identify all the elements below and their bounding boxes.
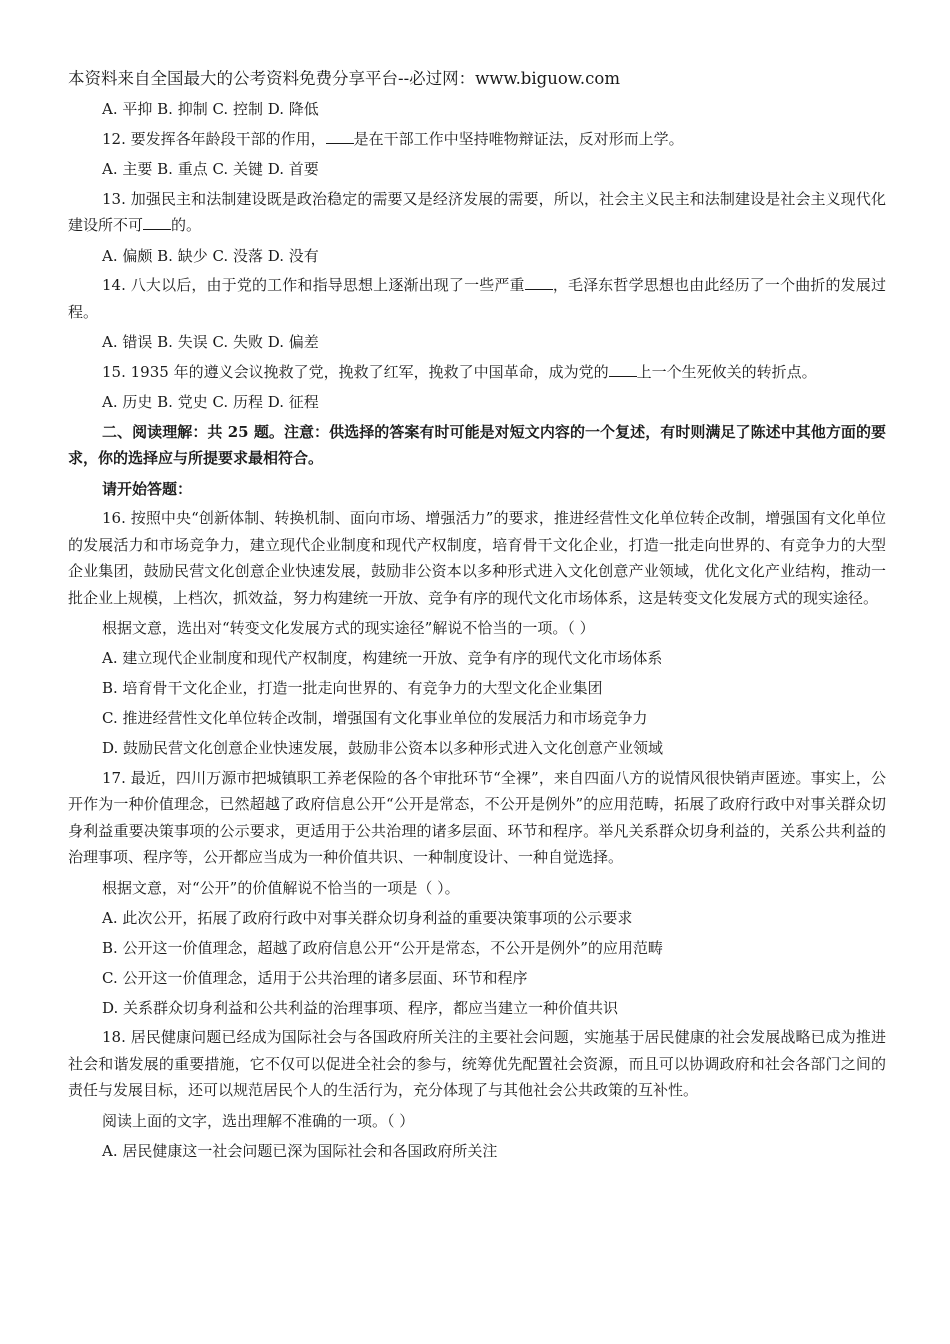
q12-stem-after: 是在干部工作中坚持唯物辩证法，反对形而上学。 xyxy=(353,130,684,148)
section2-title: 二、阅读理解：共 25 题。注意：供选择的答案有时可能是对短文内容的一个复述，有时则满足了陈述中其他方面的要求，你的选择应与所提要求最相符合。 xyxy=(68,422,886,467)
q17-option-a: A. 此次公开，拓展了政府行政中对事关群众切身利益的重要决策事项的公示要求 xyxy=(102,908,633,927)
q18-passage: 18. 居民健康问题已经成为国际社会与各国政府所关注的主要社会问题，实施基于居民健康的社会发展战略已成为推进社会和谐发展的重要措施，它不仅可以促进全社会的参与，统筹优先配置社会资源，而且可以协调政府和社会各部门之间的责任与发展目标，还可以规范居民个人的生活行为，充分体现了与其他社会公共政策的互补性。 xyxy=(68,1028,886,1099)
q14-stem xyxy=(68,272,886,325)
q16-option-b: B. 培育骨干文化企业，打造一批走向世界的、有竞争力的大型文化企业集团 xyxy=(102,679,603,697)
q14-stem-before: 14. 八大以后，由于党的工作和指导思想上逐渐出现了一些严重 xyxy=(102,276,525,294)
q11-options: A. 平抑 B. 抑制 C. 控制 D. 降低 xyxy=(102,100,319,118)
q12-stem-before: 12. 要发挥各年龄段干部的作用， xyxy=(102,130,326,148)
document-page xyxy=(68,64,886,1166)
answer-blank xyxy=(326,129,354,144)
q14-stem-after: ，毛泽东哲学思想也由此经历了一个曲折的发展过程。 xyxy=(68,276,886,321)
q13-options: A. 偏颇 B. 缺少 C. 没落 D. 没有 xyxy=(102,246,319,265)
q12-options: A. 主要 B. 重点 C. 关键 D. 首要 xyxy=(102,160,319,178)
q14-options: A. 错误 B. 失误 C. 失败 D. 偏差 xyxy=(102,333,319,351)
q16-option-d: D. 鼓励民营文化创意企业快速发展，鼓励非公资本以多种形式进入文化创意产业领域 xyxy=(102,739,664,757)
q17-passage: 17. 最近，四川万源市把城镇职工养老保险的各个审批环节“全裸”，来自四面八方的说情风很快销声匿迹。事实上，公开作为一种价值理念，已然超越了政府信息公开“公开是常态，不公开是例外”的应用范畴，拓展了政府行政中对事关群众切身利益重要决策事项的公示要求，更适用于公共治理的诸多层面、环节和程序。举凡关系群众切身利益的，关系公共利益的治理事项、程序等，公开都应当成为一种价值共识、一种制度设计、一种自觉选择。 xyxy=(68,768,886,866)
answer-blank xyxy=(143,215,171,230)
q17-option-c: C. 公开这一价值理念，适用于公共治理的诸多层面、环节和程序 xyxy=(102,968,528,987)
answer-blank xyxy=(609,362,637,377)
q12-stem xyxy=(68,124,886,154)
source-header: 本资料来自全国最大的公考资料免费分享平台--必过网：www.biguow.com xyxy=(68,69,621,88)
q18-question: 阅读上面的文字，选出理解不准确的一项。（ ） xyxy=(102,1111,415,1130)
start-prompt: 请开始答题： xyxy=(102,479,193,498)
q18-option-a: A. 居民健康这一社会问题已深为国际社会和各国政府所关注 xyxy=(102,1141,498,1160)
q16-question: 根据文意，选出对“转变文化发展方式的现实途径”解说不恰当的一项。（ ） xyxy=(102,619,595,637)
q17-option-d: D. 关系群众切身利益和公共利益的治理事项、程序，都应当建立一种价值共识 xyxy=(102,998,619,1017)
q17-question: 根据文意，对“公开”的价值解说不恰当的一项是（ ）。 xyxy=(102,878,460,897)
q13-stem-after: 的。 xyxy=(171,216,202,234)
q16-passage: 16. 按照中央“创新体制、转换机制、面向市场、增强活力”的要求，推进经营性文化单位转企改制，增强国有文化单位的发展活力和市场竞争力，建立现代企业制度和现代产权制度，培育骨干文化企业，打造一批走向世界的、有竞争力的大型企业集团，鼓励民营文化创意企业快速发展，鼓励非公资本以多种形式进入文化创意产业领域，优化文化产业结构，推动一批企业上规模，上档次，抓效益，努力构建统一开放、竞争有序的现代文化市场体系，这是转变文化发展方式的现实途径。 xyxy=(68,509,886,607)
q13-stem xyxy=(68,186,886,239)
q13-stem-before: 13. 加强民主和法制建设既是政治稳定的需要又是经济发展的需要，所以，社会主义民主和法制建设是社会主义现代化建设所不可 xyxy=(68,189,886,234)
q15-stem-after: 上一个生死攸关的转折点。 xyxy=(636,363,817,381)
q16-option-a: A. 建立现代企业制度和现代产权制度，构建统一开放、竞争有序的现代文化市场体系 xyxy=(102,649,663,667)
q15-options: A. 历史 B. 党史 C. 历程 D. 征程 xyxy=(102,393,319,411)
q16-option-c: C. 推进经营性文化单位转企改制，增强国有文化事业单位的发展活力和市场竞争力 xyxy=(102,709,648,727)
answer-blank xyxy=(525,275,553,290)
q17-option-b: B. 公开这一价值理念，超越了政府信息公开“公开是常态，不公开是例外”的应用范畴 xyxy=(102,938,663,957)
q15-stem-before: 15. 1935 年的遵义会议挽救了党，挽救了红军，挽救了中国革命，成为党的 xyxy=(102,363,609,381)
q15-stem xyxy=(68,357,886,387)
